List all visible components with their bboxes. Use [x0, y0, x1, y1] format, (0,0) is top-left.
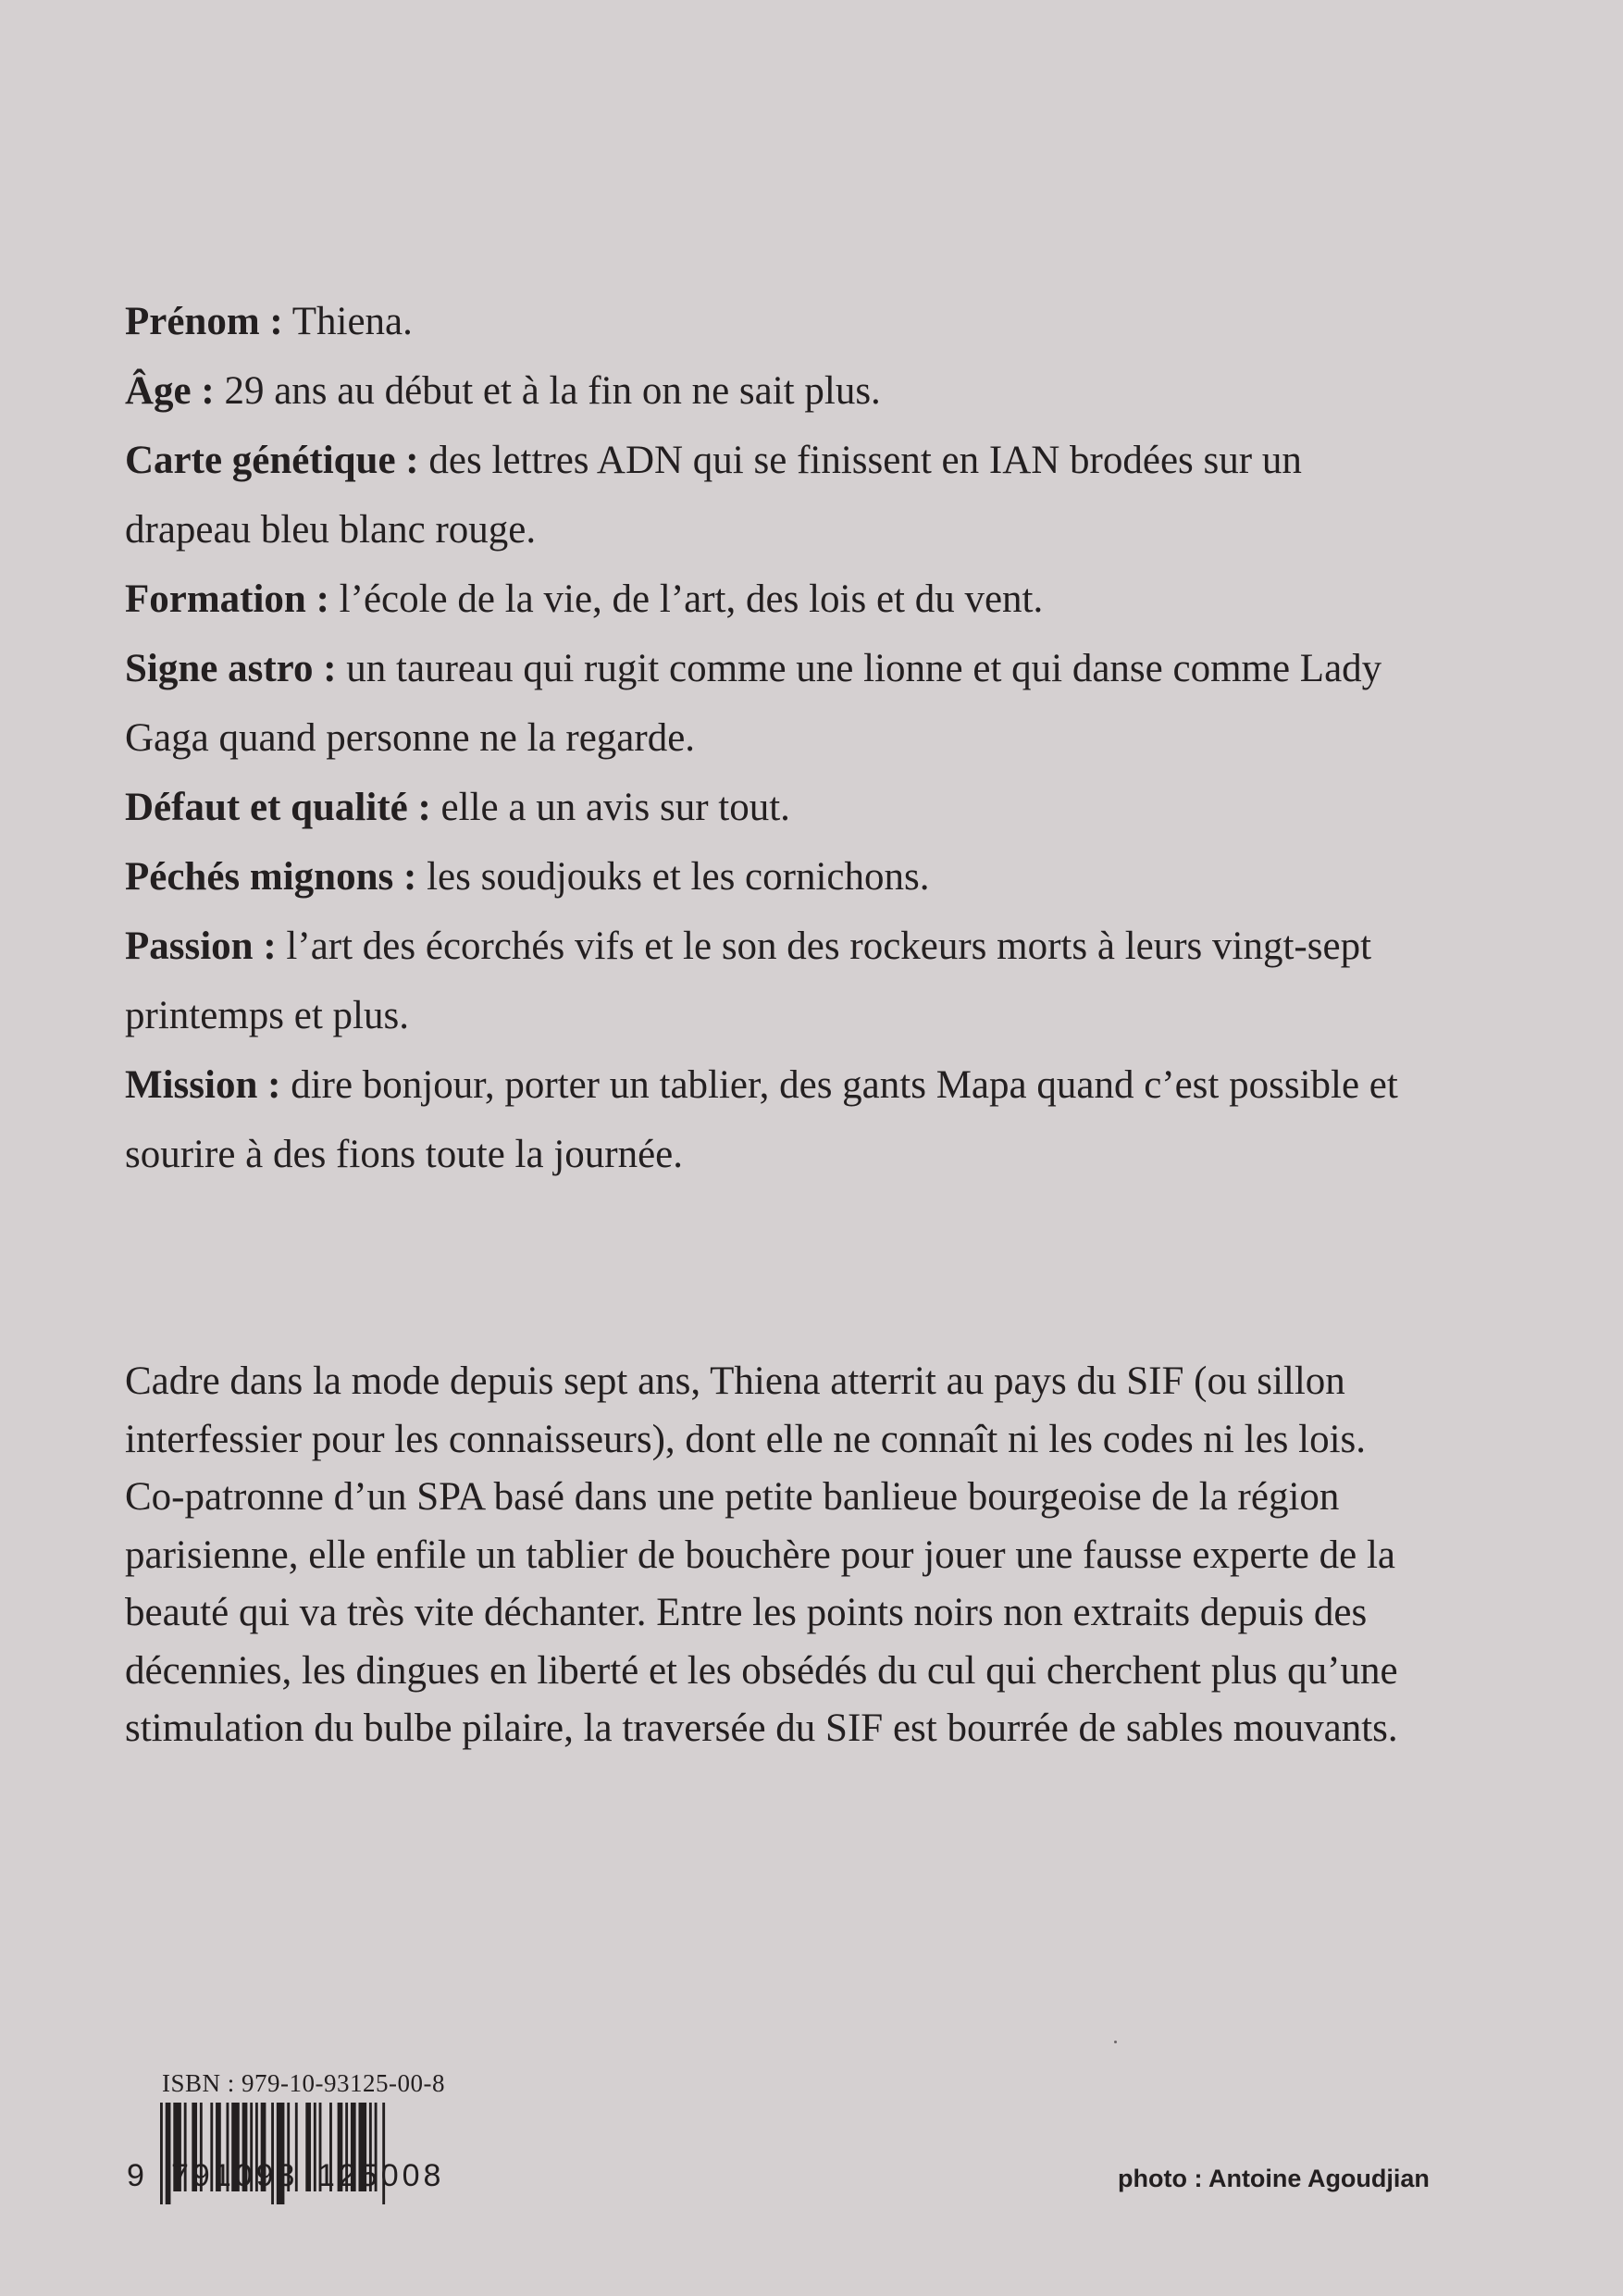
- field-value: l’art des écorchés vifs et le son des rockeurs morts à leurs vingt-sept printemps et plus.: [125, 925, 1372, 1037]
- print-speck: [1114, 2041, 1117, 2043]
- profile-field-prenom: [125, 287, 1420, 356]
- back-cover-blurb: Cadre dans la mode depuis sept ans, Thiena atterrit au pays du SIF (ou sillon interfessier pour les connaisseurs), dont elle ne connaît ni les codes ni les lois. Co-patronne d’un SPA basé dans une petite banlieue bourgeoise de la région parisienne, elle enfile un tablier de bouchère pour jouer une fausse experte de la beauté qui va très vite déchanter. Entre les points noirs non extraits depuis des décennies, les dingues en liberté et les obsédés du cul qui cherchent plus qu’une stimulation du bulbe pilaire, la traversée du SIF est bourrée de sables mouvants.: [125, 1359, 1398, 1750]
- profile-field-mission: [125, 1050, 1420, 1189]
- field-label: Âge :: [125, 369, 215, 413]
- field-value: un taureau qui rugit comme une lionne et qui danse comme Lady Gaga quand personne ne la regarde.: [125, 647, 1382, 760]
- barcode-right-digits: 125008: [317, 2158, 445, 2193]
- field-label: Formation :: [125, 577, 329, 621]
- photo-credit: photo : Antoine Agoudjian: [1118, 2165, 1430, 2192]
- field-value: des lettres ADN qui se finissent en IAN brodées sur un drapeau bleu blanc rouge.: [125, 439, 1302, 552]
- field-label: Passion :: [125, 925, 277, 968]
- field-label: Prénom :: [125, 300, 283, 343]
- profile-field-passion: [125, 912, 1420, 1050]
- field-label: Défaut et qualité :: [125, 786, 431, 829]
- profile-field-formation: [125, 565, 1420, 634]
- profile-field-signe-astro: [125, 634, 1420, 773]
- isbn-label: ISBN : 979-10-93125-00-8: [162, 2069, 445, 2097]
- profile-field-peches-mignons: [125, 842, 1420, 912]
- field-label: Signe astro :: [125, 647, 337, 690]
- field-label: Péchés mignons :: [125, 855, 417, 899]
- field-label: Carte génétique :: [125, 439, 419, 482]
- profile-field-age: [125, 356, 1420, 426]
- field-value: dire bonjour, porter un tablier, des gants Mapa quand c’est possible et sourire à des fions toute la journée.: [125, 1063, 1398, 1176]
- field-value: l’école de la vie, de l’art, des lois et du vent.: [339, 577, 1044, 621]
- field-value: les soudjouks et les cornichons.: [427, 855, 930, 899]
- barcode-digits: [125, 2138, 477, 2193]
- barcode-lead-digit: 9: [127, 2158, 144, 2193]
- field-value: Thiena.: [291, 300, 413, 343]
- profile-field-carte-genetique: [125, 426, 1420, 565]
- profile-field-defaut-qualite: [125, 773, 1420, 842]
- field-value: elle a un avis sur tout.: [440, 786, 790, 829]
- barcode-left-digits: 791093: [171, 2158, 299, 2193]
- field-label: Mission :: [125, 1063, 281, 1107]
- profile-sheet: [125, 287, 1420, 1189]
- field-value: 29 ans au début et à la fin on ne sait plus.: [224, 369, 881, 413]
